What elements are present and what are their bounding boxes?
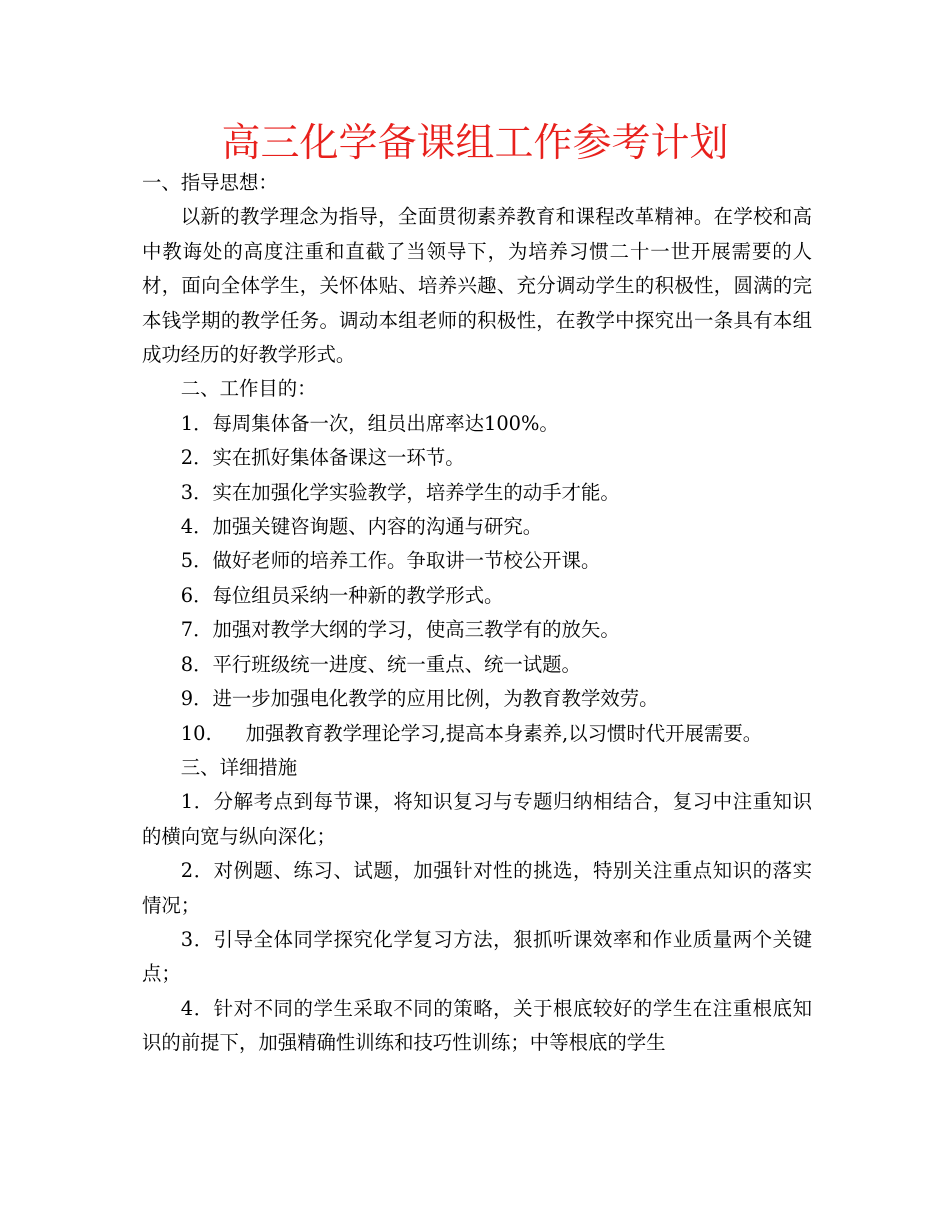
document-body	[142, 166, 812, 1061]
section-heading-work-goals: 二、工作目的：	[180, 377, 317, 401]
section-heading-measures: 三、详细措施	[180, 755, 298, 779]
goal-item: 1．每周集体备一次，组员出席率达100%。	[180, 411, 559, 435]
goal-item: 4．加强关键咨询题、内容的沟通与研究。	[180, 515, 543, 539]
measure-item: 2．对例题、练习、试题，加强针对性的挑选，特别关注重点知识的落实情况；	[142, 859, 812, 917]
document-title: 高三化学备课组工作参考计划	[221, 121, 729, 166]
goal-item: 5．做好老师的培养工作。争取讲一节校公开课。	[180, 549, 601, 573]
measure-item: 3．引导全体同学探究化学复习方法，狠抓听课效率和作业质量两个关键点；	[142, 927, 812, 986]
goal-item: 6．每位组员采纳一种新的教学形式。	[180, 583, 504, 607]
goal-item: 3．实在加强化学实验教学，培养学生的动手才能。	[180, 480, 620, 504]
measure-item: 4．针对不同的学生采取不同的策略，关于根底较好的学生在注重根底知识的前提下，加强精确性训练和技巧性训练；中等根底的学生	[142, 996, 812, 1055]
goal-10-text: 加强教育教学理论学习,提高本身素养,以习惯时代开展需要。	[245, 721, 763, 745]
goal-item: 9．进一步加强电化教学的应用比例，为教育教学效劳。	[180, 687, 659, 711]
goal-item: 2．实在抓好集体备课这一环节。	[180, 446, 465, 470]
goal-10-number: 10.	[180, 721, 212, 745]
goal-item: 7．加强对教学大纲的学习，使高三教学有的放矢。	[180, 618, 620, 642]
goal-item-10	[142, 717, 812, 751]
guiding-thought-paragraph: 以新的教学理念为指导，全面贯彻素养教育和课程改革精神。在学校和高中教诲处的高度注重和直截了当领导下，为培养习惯二十一世开展需要的人材，面向全体学生，关怀体贴、培养兴趣、充分调动学生的积极性，圆满的完本钱学期的教学任务。调动本组老师的积极性，在教学中探究出一条具有本组成功经历的好教学形式。	[142, 205, 812, 367]
section-heading-guiding-thought: 一、指导思想：	[142, 171, 278, 194]
measure-item: 1．分解考点到每节课，将知识复习与专题归纳相结合，复习中注重知识的横向宽与纵向深化；	[142, 790, 812, 848]
goal-item: 8．平行班级统一进度、统一重点、统一试题。	[180, 652, 581, 676]
